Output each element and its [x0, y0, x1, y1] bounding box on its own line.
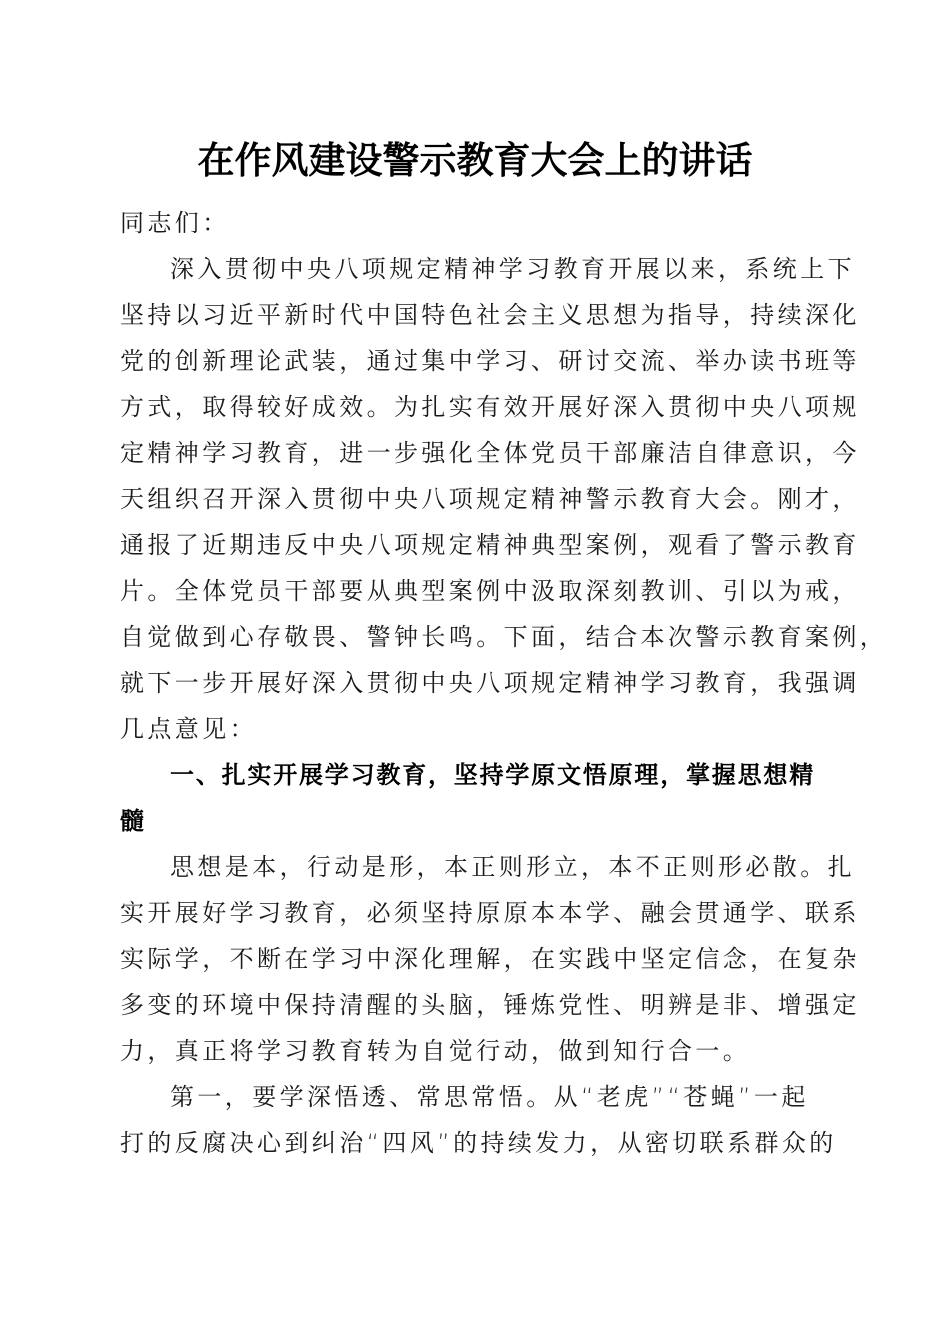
document-title: 在作风建设警示教育大会上的讲话 [197, 138, 753, 182]
paragraph-line: 多变的环境中保持清醒的头脑，锤炼党性、明辨是非、增强定 [120, 991, 860, 1019]
paragraph-line: 打的反腐决心到纠治“四风”的持续发力，从密切联系群众的 [120, 1129, 837, 1157]
paragraph-line: 定精神学习教育，进一步强化全体党员干部廉洁自律意识，今 [120, 439, 860, 467]
paragraph-line: 深入贯彻中央八项规定精神学习教育开展以来，系统上下 [170, 255, 855, 283]
section-heading: 髓 [120, 807, 146, 835]
paragraph-line: 就下一步开展好深入贯彻中央八项规定精神学习教育，我强调 [120, 669, 860, 697]
section-heading: 一、扎实开展学习教育，坚持学原文悟原理，掌握思想精 [170, 761, 815, 789]
paragraph-line: 几点意见： [120, 715, 257, 743]
paragraph-line: 天组织召开深入贯彻中央八项规定精神警示教育大会。刚才， [120, 485, 860, 513]
paragraph-line: 自觉做到心存敬畏、警钟长鸣。下面，结合本次警示教育案例， [120, 623, 888, 651]
paragraph-line: 实开展好学习教育，必须坚持原原本本学、融会贯通学、联系 [120, 899, 860, 927]
paragraph-line: 思想是本，行动是形，本正则形立，本不正则形必散。扎 [170, 853, 855, 881]
paragraph-line: 片。全体党员干部要从典型案例中汲取深刻教训、引以为戒， [120, 577, 860, 605]
document-body [120, 200, 888, 1166]
paragraph-line: 通报了近期违反中央八项规定精神典型案例，观看了警示教育 [120, 531, 860, 559]
salutation: 同志们： [120, 209, 230, 237]
paragraph-line: 坚持以习近平新时代中国特色社会主义思想为指导，持续深化 [120, 301, 860, 329]
paragraph-line: 第一，要学深悟透、常思常悟。从“老虎”“苍蝇”一起 [170, 1083, 809, 1111]
paragraph-line: 方式，取得较好成效。为扎实有效开展好深入贯彻中央八项规 [120, 393, 860, 421]
paragraph-line: 力，真正将学习教育转为自觉行动，做到知行合一。 [120, 1037, 751, 1065]
paragraph-line: 实际学，不断在学习中深化理解，在实践中坚定信念，在复杂 [120, 945, 860, 973]
paragraph-line: 党的创新理论武装，通过集中学习、研讨交流、举办读书班等 [120, 347, 860, 375]
